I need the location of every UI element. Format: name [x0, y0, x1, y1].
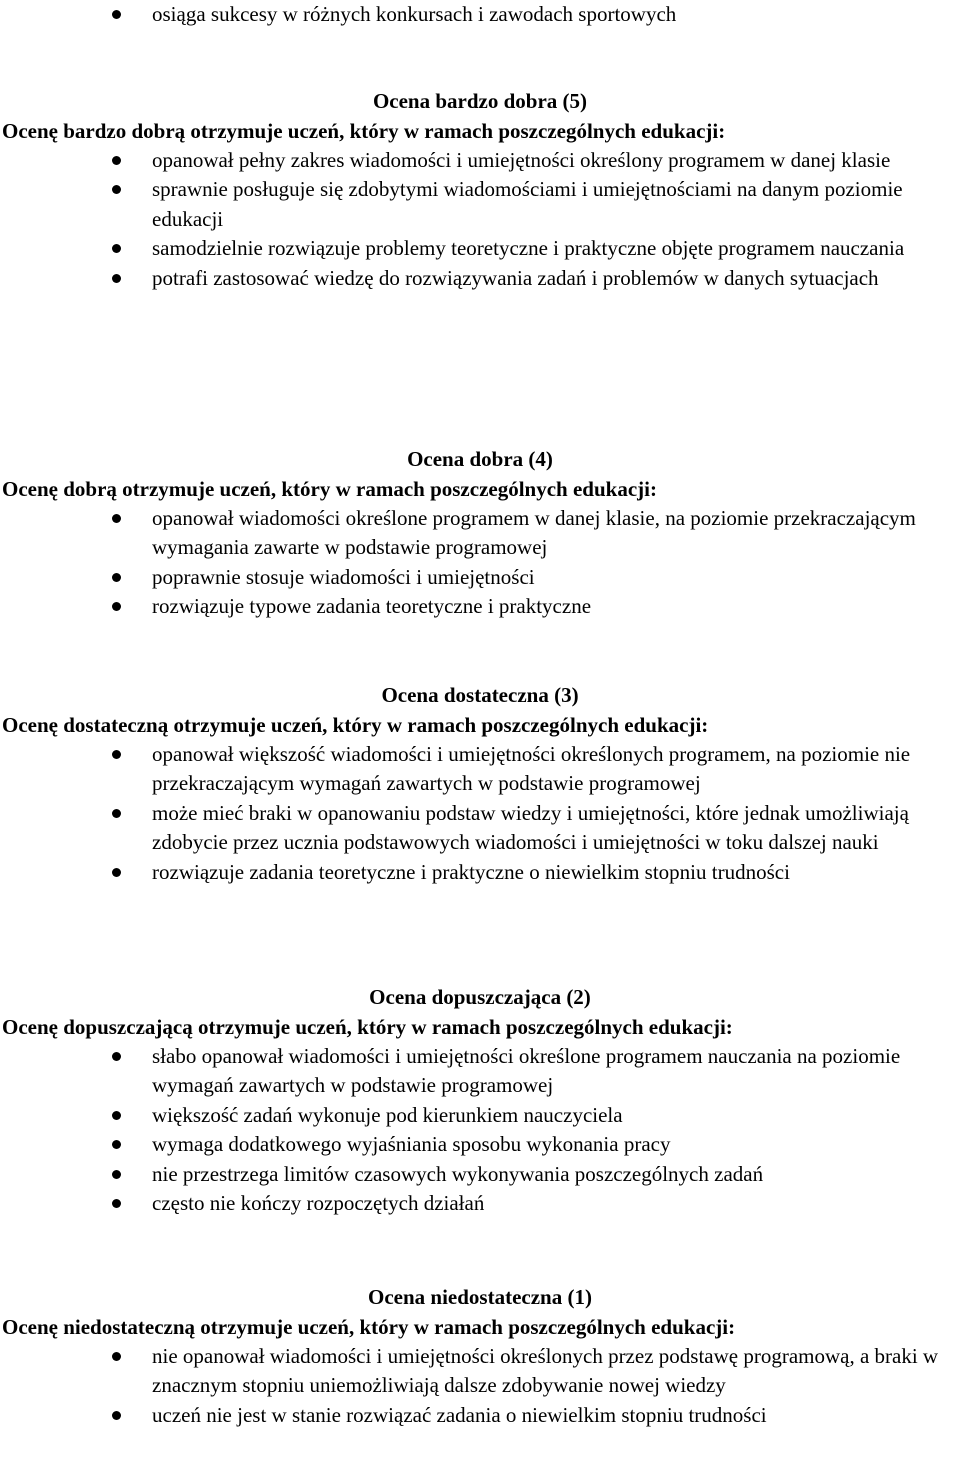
bullet-icon — [112, 10, 121, 19]
list-item-text: opanował pełny zakres wiadomości i umiejętności określony programem w danej klasie — [152, 148, 891, 172]
list-item — [0, 1101, 960, 1130]
list-item-text: może mieć braki w opanowaniu podstaw wiedzy i umiejętności, które jednak umożliwiają zdobycie przez ucznia podstawowych wiadomości i umiejętności w toku dalszej nauki — [152, 800, 909, 855]
bullet-icon — [112, 514, 121, 523]
list-item — [0, 799, 960, 858]
grade-section-1 — [0, 1282, 960, 1430]
list-item-text: poprawnie stosuje wiadomości i umiejętności — [152, 564, 535, 589]
list-item — [0, 740, 960, 799]
bullet-icon — [112, 750, 121, 759]
section-heading: Ocena dobra (4) — [407, 447, 553, 471]
list-item — [0, 592, 960, 621]
list-item-text: potrafi zastosować wiedzę do rozwiązywania zadań i problemów w danych sytuacjach — [152, 265, 879, 290]
list-item — [0, 1130, 960, 1159]
criteria-list — [0, 740, 960, 887]
bullet-icon — [112, 1140, 121, 1149]
list-item-text: rozwiązuje zadania teoretyczne i praktyczne o niewielkim stopniu trudności — [152, 859, 790, 884]
list-item — [0, 1189, 960, 1218]
list-item — [0, 1401, 960, 1430]
criteria-list — [0, 504, 960, 622]
list-item — [0, 563, 960, 592]
list-item-text: większość zadań wykonuje pod kierunkiem nauczyciela — [152, 1102, 623, 1127]
bullet-icon — [112, 1411, 121, 1420]
list-item — [0, 858, 960, 887]
section-heading: Ocena dostateczna (3) — [381, 683, 579, 707]
criteria-list — [0, 1042, 960, 1218]
intro-section — [0, 0, 960, 29]
list-item-text: rozwiązuje typowe zadania teoretyczne i praktyczne — [152, 594, 592, 619]
list-item-text: często nie kończy rozpoczętych działań — [152, 1191, 485, 1216]
list-item — [0, 1342, 960, 1401]
bullet-icon — [112, 185, 121, 194]
list-item — [0, 175, 960, 234]
list-item-text: osiąga sukcesy w różnych konkursach i zawodach sportowych — [152, 2, 677, 26]
list-item-text: samodzielnie rozwiązuje problemy teoretyczne i praktyczne objęte programem nauczania — [152, 236, 905, 261]
grade-section-5 — [0, 86, 960, 293]
list-item — [0, 146, 960, 175]
bullet-icon — [112, 156, 121, 165]
list-item-text: uczeń nie jest w stanie rozwiązać zadania o niewielkim stopniu trudności — [152, 1402, 767, 1427]
list-item — [0, 0, 960, 29]
list-item-text: wymaga dodatkowego wyjaśniania sposobu wykonania pracy — [152, 1132, 671, 1157]
section-subheading: Ocenę dostateczną otrzymuje uczeń, który w ramach poszczególnych edukacji: — [2, 713, 709, 737]
bullet-icon — [112, 573, 121, 582]
list-item — [0, 1042, 960, 1101]
bullet-icon — [112, 274, 121, 283]
intro-list — [0, 0, 960, 29]
section-subheading: Ocenę dopuszczającą otrzymuje uczeń, który w ramach poszczególnych edukacji: — [2, 1015, 733, 1039]
grade-section-4 — [0, 444, 960, 622]
bullet-icon — [112, 244, 121, 253]
criteria-list — [0, 146, 960, 293]
bullet-icon — [112, 1170, 121, 1179]
section-subheading: Ocenę dobrą otrzymuje uczeń, który w ramach poszczególnych edukacji: — [2, 477, 657, 501]
section-subheading: Ocenę niedostateczną otrzymuje uczeń, który w ramach poszczególnych edukacji: — [2, 1315, 736, 1339]
criteria-list — [0, 1342, 960, 1430]
bullet-icon — [112, 809, 121, 818]
section-subheading: Ocenę bardzo dobrą otrzymuje uczeń, który w ramach poszczególnych edukacji: — [2, 119, 726, 143]
bullet-icon — [112, 868, 121, 877]
list-item-text: nie przestrzega limitów czasowych wykonywania poszczególnych zadań — [152, 1161, 764, 1186]
list-item — [0, 1160, 960, 1189]
grade-section-3 — [0, 680, 960, 887]
section-heading: Ocena bardzo dobra (5) — [372, 89, 588, 113]
section-heading: Ocena niedostateczna (1) — [368, 1285, 592, 1309]
bullet-icon — [112, 602, 121, 611]
bullet-icon — [112, 1352, 121, 1361]
list-item — [0, 264, 960, 293]
list-item-text: opanował większość wiadomości i umiejętności określonych programem, na poziomie nie przekraczającym wymagań zawartych w podstawie programowej — [152, 742, 911, 796]
list-item — [0, 504, 960, 563]
list-item-text: sprawnie posługuje się zdobytymi wiadomościami i umiejętnościami na danym poziomie edukacji — [152, 177, 903, 231]
list-item-text: opanował wiadomości określone programem w danej klasie, na poziomie przekraczającym wymagania zawarte w podstawie programowej — [152, 506, 916, 560]
grade-section-2 — [0, 982, 960, 1218]
list-item-text: słabo opanował wiadomości i umiejętności określone programem nauczania na poziomie wymagań zawartych w podstawie programowej — [152, 1044, 901, 1098]
bullet-icon — [112, 1052, 121, 1061]
section-heading: Ocena dopuszczająca (2) — [369, 985, 591, 1009]
bullet-icon — [112, 1111, 121, 1120]
list-item — [0, 234, 960, 263]
list-item-text: nie opanował wiadomości i umiejętności określonych przez podstawę programową, a braki w znacznym stopniu uniemożliwiają dalsze zdobywanie nowej wiedzy — [152, 1344, 939, 1398]
bullet-icon — [112, 1199, 121, 1208]
